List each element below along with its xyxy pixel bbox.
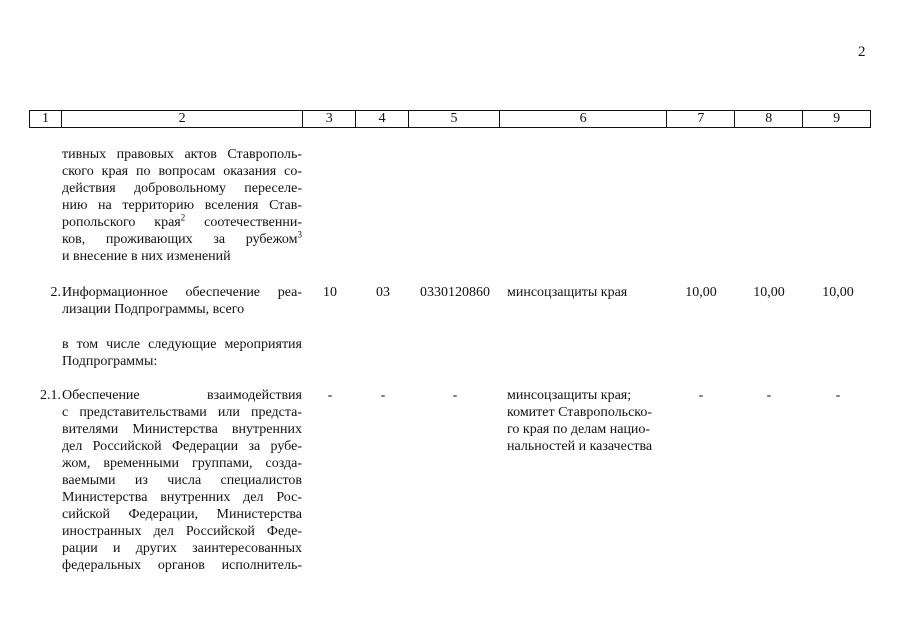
row-name <box>62 146 302 265</box>
name-line <box>62 231 302 248</box>
header-col-7: 7 <box>667 111 735 127</box>
cell-col-8: 10,00 <box>753 285 785 300</box>
name-line: Информационное обеспечение реа- <box>62 285 302 300</box>
name-fragment: ропольского края <box>62 215 181 230</box>
header-col-4: 4 <box>356 111 409 127</box>
name-line: с представительствами или предста- <box>62 405 302 420</box>
name-line: иностранных дел Российской Феде- <box>62 524 302 539</box>
cell-col-4: - <box>380 388 386 403</box>
name-fragment: ков, проживающих за рубежом <box>62 232 298 247</box>
cell-col-4: 03 <box>376 285 390 300</box>
cell-col-9: - <box>835 388 841 403</box>
name-line: в том числе следующие мероприятия <box>62 337 302 352</box>
row-name <box>62 336 302 370</box>
col6-line: го края по делам нацио- <box>507 422 651 437</box>
cell-col-6 <box>507 387 671 455</box>
name-line: и внесение в них изменений <box>62 249 231 264</box>
col6-line: комитет Ставропольско- <box>507 405 653 420</box>
name-line <box>62 214 302 231</box>
name-line: нию на территорию вселения Став- <box>62 198 302 213</box>
header-col-9: 9 <box>833 111 841 126</box>
name-line: вителями Министерства внутренних <box>62 422 302 437</box>
row-number: 2.1. <box>40 388 61 403</box>
name-line: рации и других заинтересованных <box>62 541 302 556</box>
footnote-3: 3 <box>297 229 302 240</box>
header-col-8: 8 <box>735 111 803 127</box>
page-number: 2 <box>858 44 866 60</box>
cell-col-7: - <box>698 388 704 403</box>
name-line: дел Российской Федерации за рубе- <box>62 439 302 454</box>
col6-line: минсоцзащиты края; <box>507 388 632 403</box>
name-line: тивных правовых актов Ставрополь- <box>62 147 302 162</box>
header-col-3: 3 <box>303 111 356 127</box>
row-name <box>62 284 302 318</box>
col6-line: нальностей и казачества <box>507 439 653 454</box>
header-col-1: 1 <box>30 111 62 127</box>
cell-col-5: 0330120860 <box>420 285 490 300</box>
cell-col-9: 10,00 <box>822 285 854 300</box>
name-line: ваемыми из числа специалистов <box>62 473 302 488</box>
name-line: Обеспечение взаимодействия <box>62 388 302 403</box>
name-line: Министерства внутренних дел Рос- <box>62 490 302 505</box>
name-line: Подпрограммы: <box>62 354 158 369</box>
header-col-2: 2 <box>62 111 303 127</box>
header-col-5: 5 <box>409 111 500 127</box>
cell-col-7: 10,00 <box>685 285 717 300</box>
table-header <box>29 110 871 128</box>
name-fragment: соотечественни- <box>204 215 302 230</box>
name-line: лизации Подпрограммы, всего <box>62 302 245 317</box>
name-line: жом, временными группами, созда- <box>62 456 302 471</box>
cell-col-5: - <box>452 388 458 403</box>
name-line: действия добровольному переселе- <box>62 181 302 196</box>
cell-col-3: - <box>327 388 333 403</box>
row-number: 2. <box>50 285 61 300</box>
name-line: федеральных органов исполнитель- <box>62 558 302 573</box>
row-name <box>62 387 302 574</box>
cell-col-6: минсоцзащиты края <box>507 285 628 300</box>
header-col-6: 6 <box>500 111 668 127</box>
name-line: ского края по вопросам оказания со- <box>62 164 302 179</box>
cell-col-8: - <box>766 388 772 403</box>
name-line: сийской Федерации, Министерства <box>62 507 302 522</box>
footnote-2: 2 <box>180 212 186 223</box>
cell-col-3: 10 <box>323 285 337 300</box>
